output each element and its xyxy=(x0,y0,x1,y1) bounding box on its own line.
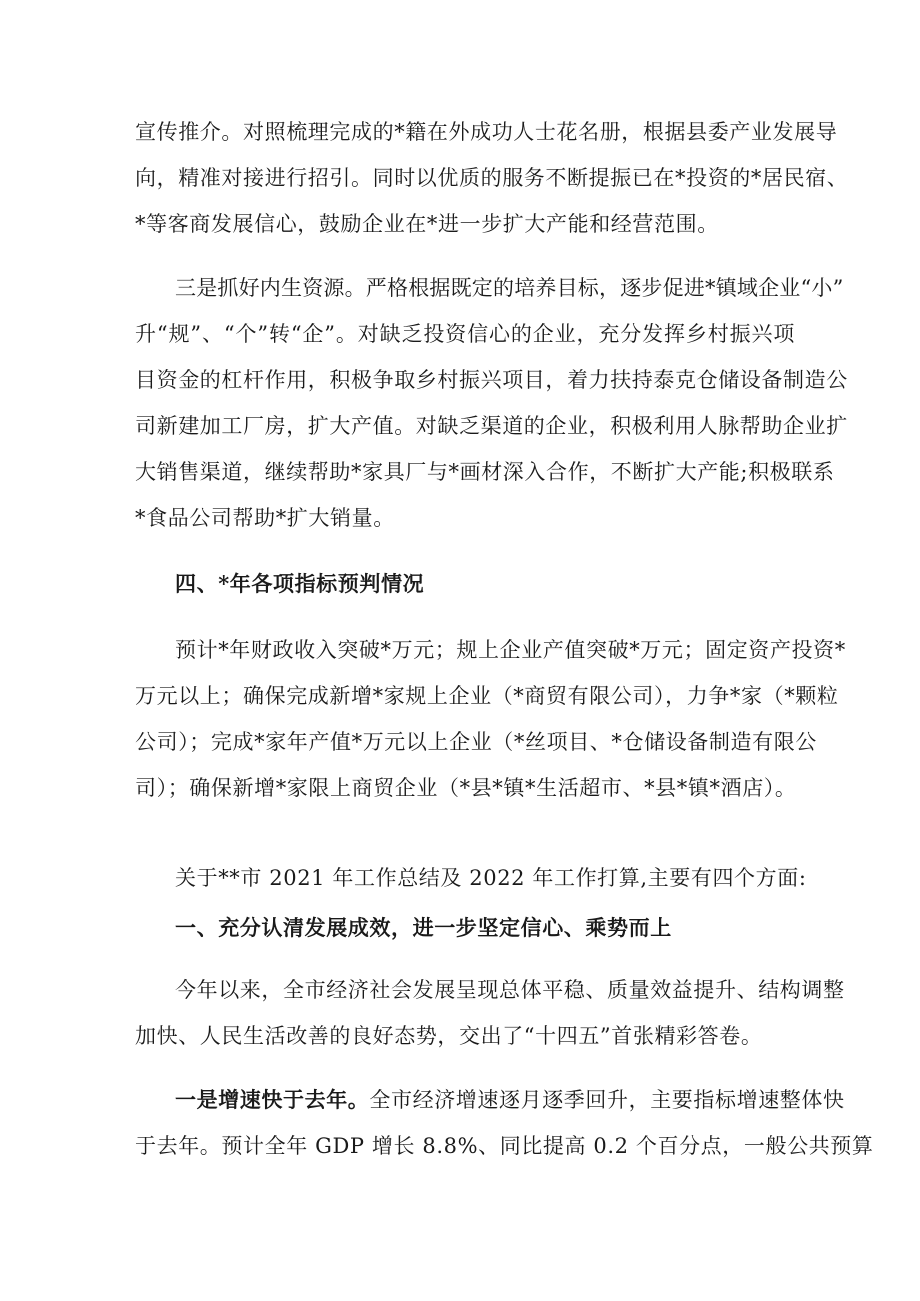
paragraph-line: 三是抓好内生资源。严格根据既定的培养目标，逐步促进*镇域企业“小” xyxy=(175,276,844,300)
section-heading: 一、充分认清发展成效，进一步坚定信心、乘势而上 xyxy=(175,915,672,940)
intro-line: 关于**市 2021 年工作总结及 2022 年工作打算,主要有四个方面: xyxy=(175,866,807,890)
paragraph-line: 升“规”、“个”转“企”。对缺乏投资信心的企业，充分发挥乡村振兴项 xyxy=(135,322,795,346)
paragraph-line: 大销售渠道，继续帮助*家具厂与*画材深入合作，不断扩大产能;积极联系 xyxy=(135,460,835,484)
paragraph-line: 目资金的杠杆作用，积极争取乡村振兴项目，着力扶持泰克仓储设备制造公 xyxy=(135,368,848,392)
paragraph-line: 宣传推介。对照梳理完成的*籍在外成功人士花名册，根据县委产业发展导 xyxy=(135,120,838,144)
paragraph-line: 万元以上；确保完成新增*家规上企业（*商贸有限公司），力争*家（*颗粒 xyxy=(135,684,839,708)
paragraph-line: *等客商发展信心，鼓励企业在*进一步扩大产能和经营范围。 xyxy=(135,212,719,236)
paragraph-text: 全市经济增速逐月逐季回升，主要指标增速整体快 xyxy=(369,1088,845,1112)
paragraph-line: 预计*年财政收入突破*万元；规上企业产值突破*万元；固定资产投资* xyxy=(175,638,846,662)
paragraph-lead: 一是增速快于去年。 xyxy=(175,1087,370,1112)
paragraph-line: 司新建加工厂房，扩大产值。对缺乏渠道的企业，积极利用人脉帮助企业扩 xyxy=(135,414,848,438)
paragraph-line: 司）；确保新增*家限上商贸企业（*县*镇*生活超市、*县*镇*酒店）。 xyxy=(135,776,797,800)
paragraph-line xyxy=(175,1086,845,1114)
paragraph-line: 今年以来，全市经济社会发展呈现总体平稳、质量效益提升、结构调整 xyxy=(175,978,845,1002)
paragraph-line: 加快、人民生活改善的良好态势，交出了“十四五”首张精彩答卷。 xyxy=(135,1024,763,1048)
paragraph-line: 公司）；完成*家年产值*万元以上企业（*丝项目、*仓储设备制造有限公 xyxy=(135,730,817,754)
paragraph-line: 向，精准对接进行招引。同时以优质的服务不断提振已在*投资的*居民宿、 xyxy=(135,166,849,190)
section-heading: 四、*年各项指标预判情况 xyxy=(175,571,425,596)
paragraph-line: *食品公司帮助*扩大销量。 xyxy=(135,506,395,530)
paragraph-line: 于去年。预计全年 GDP 增长 8.8%、同比提高 0.2 个百分点，一般公共预算 xyxy=(135,1134,874,1158)
